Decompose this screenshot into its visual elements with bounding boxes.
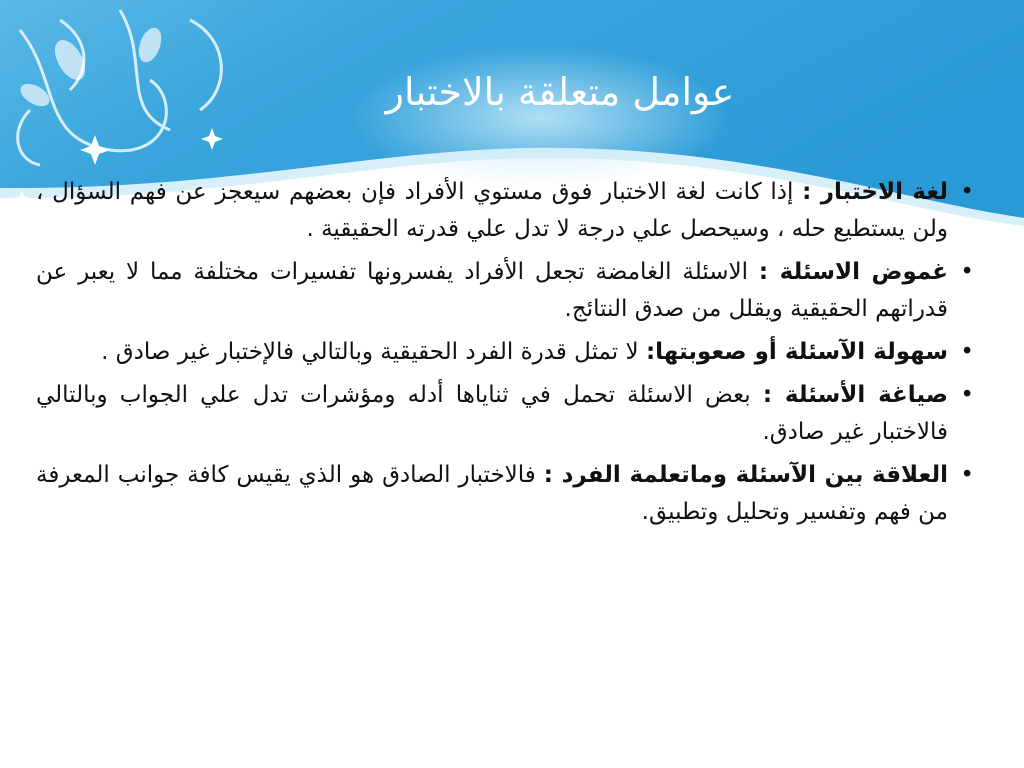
slide-body bbox=[36, 174, 980, 537]
bullet-item bbox=[36, 457, 980, 531]
bullet-list bbox=[36, 174, 980, 531]
bullet-dot: • bbox=[960, 259, 974, 285]
bullet-item bbox=[36, 377, 980, 451]
bullet-dot: • bbox=[960, 339, 974, 365]
bullet-term: العلاقة بين الآسئلة وماتعلمة الفرد : bbox=[543, 462, 948, 488]
bullet-text: الاسئلة الغامضة تجعل الأفراد يفسرونها تفسيرات مختلفة مما لا يعبر عن قدراتهم الحقيقية ويقلل من صدق النتائج. bbox=[36, 259, 948, 322]
bullet-text: إذا كانت لغة الاختبار فوق مستوي الأفراد فإن بعضهم سيعجز عن فهم السؤال ، ولن يستطيع حله ، وسيحصل علي درجة لا تدل علي قدرته الحقيقية . bbox=[36, 179, 948, 242]
bullet-term: سهولة الآسئلة أو صعوبتها: bbox=[645, 339, 948, 365]
bullet-item bbox=[36, 334, 980, 371]
bullet-text: لا تمثل قدرة الفرد الحقيقية وبالتالي فالإختبار غير صادق . bbox=[101, 339, 646, 365]
bullet-text: فالاختبار الصادق هو الذي يقيس كافة جوانب المعرفة من فهم وتفسير وتحليل وتطبيق. bbox=[36, 462, 948, 525]
bullet-item bbox=[36, 254, 980, 328]
bullet-dot: • bbox=[960, 382, 974, 408]
bullet-term: صياغة الأسئلة : bbox=[762, 382, 948, 408]
bullet-item bbox=[36, 174, 980, 248]
slide-title: عوامل متعلقة بالاختبار bbox=[385, 70, 735, 114]
bullet-text: بعض الاسئلة تحمل في ثناياها أدله ومؤشرات تدل علي الجواب وبالتالي فالاختبار غير صادق. bbox=[36, 382, 948, 445]
bullet-term: غموض الاسئلة : bbox=[758, 259, 948, 285]
bullet-dot: • bbox=[960, 462, 974, 488]
bullet-dot: • bbox=[960, 179, 974, 205]
bullet-term: لغة الاختبار : bbox=[802, 179, 948, 205]
